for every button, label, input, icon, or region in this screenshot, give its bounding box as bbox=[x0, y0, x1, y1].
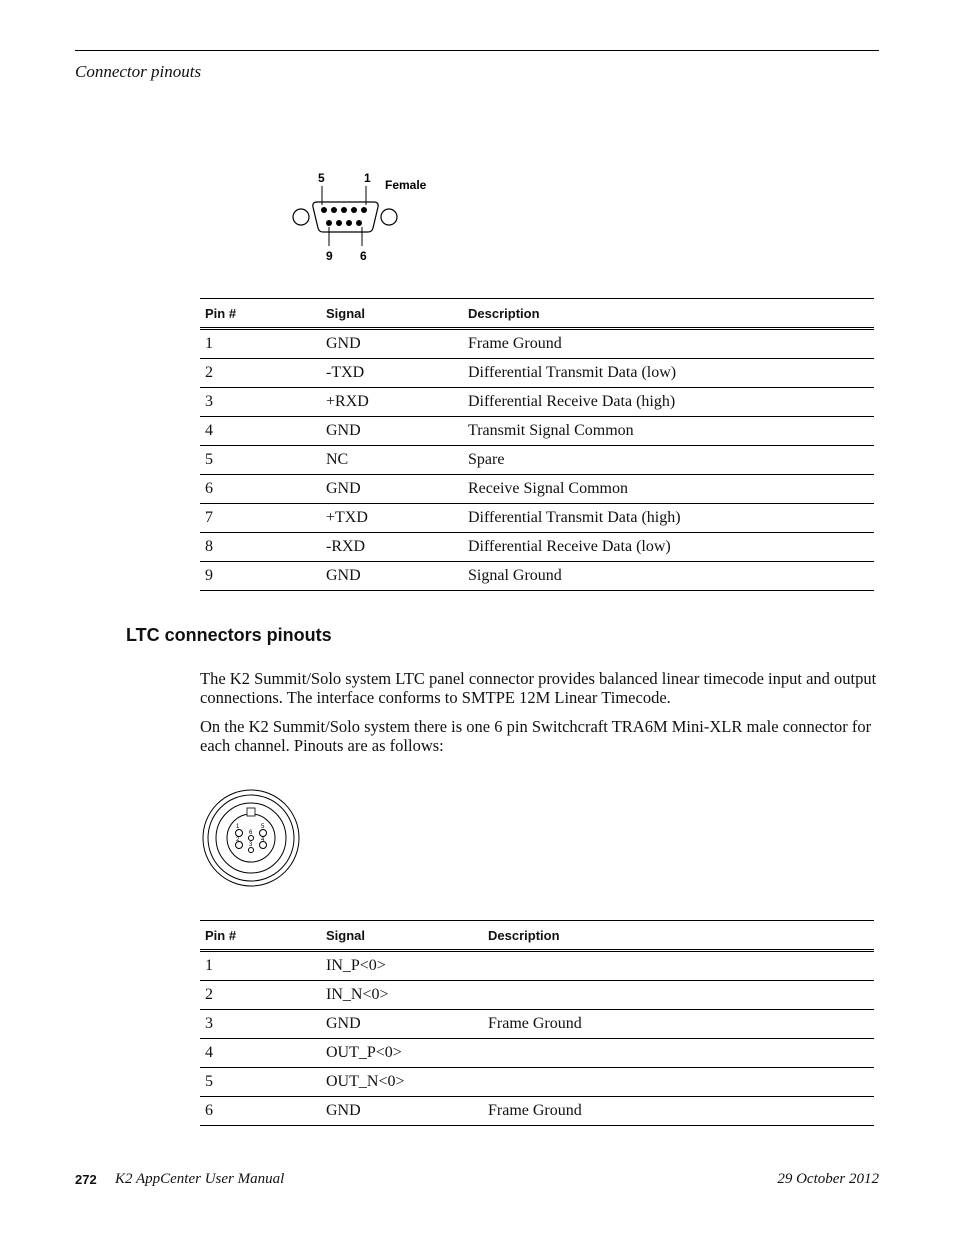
column-header-pin: Pin # bbox=[200, 921, 321, 951]
description-cell: Differential Transmit Data (high) bbox=[463, 504, 874, 533]
ltc-paragraph-2: On the K2 Summit/Solo system there is one 6 pin Switchcraft TRA6M Mini-XLR male connector for each channel. Pinouts are as follows: bbox=[200, 717, 872, 755]
pin-cell: 9 bbox=[200, 562, 321, 591]
xlr-pin-label-1: 1 bbox=[236, 824, 240, 830]
pin-cell: 4 bbox=[200, 417, 321, 446]
signal-cell: GND bbox=[321, 417, 463, 446]
description-cell bbox=[483, 1039, 874, 1068]
signal-cell: +TXD bbox=[321, 504, 463, 533]
column-header-signal: Signal bbox=[321, 299, 463, 329]
rs422-pinout-table bbox=[200, 298, 874, 591]
manual-title: K2 AppCenter User Manual bbox=[115, 1171, 285, 1187]
table-row bbox=[200, 446, 874, 475]
xlr-pin-label-4: 4 bbox=[261, 837, 265, 843]
table-row bbox=[200, 359, 874, 388]
signal-cell: -TXD bbox=[321, 359, 463, 388]
pin-cell: 4 bbox=[200, 1039, 321, 1068]
xlr-pin-label-3: 3 bbox=[249, 842, 253, 848]
pin-label-6: 6 bbox=[360, 249, 367, 263]
publication-date: 29 October 2012 bbox=[777, 1171, 879, 1187]
pins-top-row bbox=[321, 207, 367, 213]
mounting-hole-left bbox=[293, 209, 309, 225]
signal-cell: GND bbox=[321, 1097, 483, 1126]
page-number: 272 bbox=[75, 1172, 97, 1187]
column-header-description: Description bbox=[483, 921, 874, 951]
pins-bottom-row bbox=[326, 220, 362, 226]
xlr-pin-label-6: 6 bbox=[249, 830, 253, 836]
pin-cell: 1 bbox=[200, 329, 321, 359]
table-row bbox=[200, 981, 874, 1010]
mounting-hole-right bbox=[381, 209, 397, 225]
table-row bbox=[200, 1097, 874, 1126]
xlr-pin-label-5: 5 bbox=[261, 824, 265, 830]
female-label: Female bbox=[385, 178, 427, 192]
table-row bbox=[200, 417, 874, 446]
signal-cell: IN_N<0> bbox=[321, 981, 483, 1010]
db9-connector-diagram bbox=[286, 168, 446, 268]
description-cell: Differential Receive Data (low) bbox=[463, 533, 874, 562]
table-row bbox=[200, 1068, 874, 1097]
signal-cell: GND bbox=[321, 329, 463, 359]
column-header-pin: Pin # bbox=[200, 299, 321, 329]
pin-cell: 6 bbox=[200, 475, 321, 504]
header-rule bbox=[75, 50, 879, 51]
pin-cell: 5 bbox=[200, 446, 321, 475]
description-cell: Signal Ground bbox=[463, 562, 874, 591]
pin-cell: 3 bbox=[200, 388, 321, 417]
pin-cell: 3 bbox=[200, 1010, 321, 1039]
signal-cell: GND bbox=[321, 562, 463, 591]
pin-cell: 5 bbox=[200, 1068, 321, 1097]
xlr-pin-label-2: 2 bbox=[236, 837, 240, 843]
signal-cell: GND bbox=[321, 475, 463, 504]
signal-cell: IN_P<0> bbox=[321, 951, 483, 981]
description-cell: Receive Signal Common bbox=[463, 475, 874, 504]
running-head: Connector pinouts bbox=[75, 62, 202, 81]
column-header-signal: Signal bbox=[321, 921, 483, 951]
outer-ring bbox=[203, 790, 299, 886]
pin-label-5: 5 bbox=[318, 171, 325, 185]
table-row bbox=[200, 951, 874, 981]
signal-cell: OUT_P<0> bbox=[321, 1039, 483, 1068]
description-cell: Transmit Signal Common bbox=[463, 417, 874, 446]
description-cell: Frame Ground bbox=[463, 329, 874, 359]
pin-cell: 2 bbox=[200, 359, 321, 388]
key-notch bbox=[247, 808, 255, 816]
description-cell: Spare bbox=[463, 446, 874, 475]
ltc-paragraph-1: The K2 Summit/Solo system LTC panel connector provides balanced linear timecode input and output connections. The interface conforms to SMTPE 12M Linear Timecode. bbox=[200, 669, 877, 707]
table-row bbox=[200, 475, 874, 504]
table-row bbox=[200, 562, 874, 591]
pin-cell: 6 bbox=[200, 1097, 321, 1126]
table-row bbox=[200, 504, 874, 533]
table-row bbox=[200, 533, 874, 562]
column-header-description: Description bbox=[463, 299, 874, 329]
pin-cell: 8 bbox=[200, 533, 321, 562]
ltc-pinout-table bbox=[200, 920, 874, 1126]
d-shell bbox=[313, 202, 378, 232]
pin-cell: 2 bbox=[200, 981, 321, 1010]
mini-xlr-connector-diagram bbox=[200, 788, 302, 888]
table-header-row bbox=[200, 299, 874, 329]
description-cell: Differential Transmit Data (low) bbox=[463, 359, 874, 388]
signal-cell: -RXD bbox=[321, 533, 463, 562]
pin-label-9: 9 bbox=[326, 249, 333, 263]
signal-cell: OUT_N<0> bbox=[321, 1068, 483, 1097]
table-header-row bbox=[200, 921, 874, 951]
pin-insert bbox=[227, 814, 275, 862]
pin-cell: 7 bbox=[200, 504, 321, 533]
description-cell: Frame Ground bbox=[483, 1097, 874, 1126]
pin-label-1: 1 bbox=[364, 171, 371, 185]
description-cell: Differential Receive Data (high) bbox=[463, 388, 874, 417]
signal-cell: GND bbox=[321, 1010, 483, 1039]
description-cell bbox=[483, 1068, 874, 1097]
signal-cell: +RXD bbox=[321, 388, 463, 417]
pin-cell: 1 bbox=[200, 951, 321, 981]
signal-cell: NC bbox=[321, 446, 463, 475]
table-row bbox=[200, 1010, 874, 1039]
table-row bbox=[200, 1039, 874, 1068]
description-cell bbox=[483, 981, 874, 1010]
section-heading: LTC connectors pinouts bbox=[126, 625, 332, 645]
description-cell bbox=[483, 951, 874, 981]
table-row bbox=[200, 388, 874, 417]
description-cell: Frame Ground bbox=[483, 1010, 874, 1039]
table-row bbox=[200, 329, 874, 359]
